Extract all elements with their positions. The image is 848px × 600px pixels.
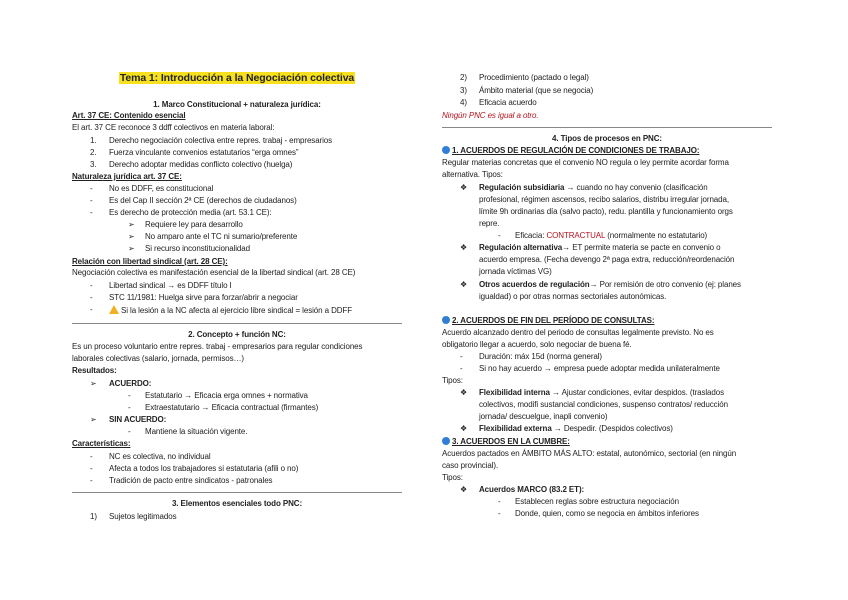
list-item-text: Derecho adoptar medidas conflicto colectivo (huelga) [109,160,293,169]
naturaleza-heading: Naturaleza jurídica art. 37 CE: [72,172,182,181]
otros-line: Otros acuerdos de regulación→ Por remisión de otro convenio (ej: planes [479,280,741,289]
divider [72,492,402,493]
list-item-text: Derecho negociación colectiva entre repres. trabaj - empresarios [109,136,333,145]
a1-intro-line-2: alternativa. Tipos: [442,170,503,179]
warning-icon [109,305,119,314]
diamond-bullet-icon: ❖ [460,424,468,433]
blue-circle-icon [442,437,450,445]
tipos-label: Tipos: [442,376,463,385]
art37-heading: Art. 37 CE: Contenido esencial [72,111,186,120]
page-title: Tema 1: Introducción a la Negociación colectiva [119,72,355,84]
flex-int-cont: jornada/ descuelgue, inapli convenio) [479,412,608,421]
list-item: 2. [90,148,97,157]
a1-heading-row [442,146,699,156]
otros-cont: igualdad) o por otras normas sectoriales autonómicas. [479,292,667,301]
list-item-text: Es derecho de protección media (art. 53.1 CE): [109,208,272,217]
eficacia-line: Eficacia: CONTRACTUAL (normalmente no estatutario) [515,231,708,240]
list-item-text: Libertad sindical → es DDFF título I [109,281,232,290]
dash-bullet: - [90,305,93,314]
sub-item-text: Donde, quien, como se negocia en ámbitos inferiores [515,509,699,518]
dash-bullet: - [460,364,463,373]
section-1-heading: 1. Marco Constitucional + naturaleza jurídica: [153,100,321,109]
flex-ext-line: Flexibilidad externa → Despedir. (Despidos colectivos) [479,424,673,433]
arrow-bullet-icon: ➢ [128,220,135,229]
flex-int-line: Flexibilidad interna → Ajustar condiciones, evitar despidos. (traslados [479,388,725,397]
sub-item-text: Estatutario → Eficacia erga omnes + normativa [145,391,308,400]
list-item-text: NC es colectiva, no individual [109,452,211,461]
dash-bullet: - [90,184,93,193]
a2-heading-row [442,316,654,326]
a3-intro-line-1: Acuerdos pactados en ÁMBITO MÁS ALTO: estatal, autonómico, sectorial (en ningún [442,449,737,458]
sin-acuerdo-label: SIN ACUERDO: [109,415,167,424]
a1-intro-line-1: Regular materias concretas que el convenio NO regula o ley permite acordar forma [442,158,729,167]
list-item: 1) [90,512,97,521]
list-item-text: Ámbito material (que se negocia) [479,86,594,95]
caracteristicas-heading: Características: [72,439,131,448]
list-item: 4) [460,98,467,107]
dash-bullet: - [90,196,93,205]
list-item-text: Procedimiento (pactado o legal) [479,73,589,82]
dash-bullet: - [90,281,93,290]
section-3-heading: 3. Elementos esenciales todo PNC: [171,499,303,508]
divider [72,323,402,324]
tipos2-label: Tipos: [442,473,463,482]
diamond-bullet-icon: ❖ [460,388,468,397]
reg-sub-cont: límite 9h ordinarias día (salvo pacto), redu. plantilla y funcionamiento orgs [479,207,733,216]
arrow-bullet-icon: ➢ [90,379,97,388]
relacion-intro: Negociación colectiva es manifestación esencial de la libertad sindical (art. 28 CE) [72,268,356,277]
list-item-text: STC 11/1981: Huelga sirve para forzar/abrir a negociar [109,293,298,302]
dash-bullet: - [498,497,501,506]
a2-intro-line-2: obligatorio llegar a acuerdo, solo negociar de buena fé. [442,340,632,349]
a3-heading-row [442,437,570,447]
list-item: 1. [90,136,97,145]
flex-int-cont: colectivos, modifi sustancial condiciones, suspenso contratos/ reducción [479,400,728,409]
s2-intro-line-1: Es un proceso voluntario entre repres. trabaj - empresarios para regular condiciones [72,342,363,351]
dash-bullet: - [90,293,93,302]
divider [442,127,772,128]
a3-intro-line-2: caso provincial). [442,461,499,470]
diamond-bullet-icon: ❖ [460,280,468,289]
a3-heading: 3. ACUERDOS EN LA CUMBRE: [452,437,570,446]
list-item: 2) [460,73,467,82]
list-item-text: Tradición de pacto entre sindicatos - patronales [109,476,273,485]
dash-bullet: - [498,509,501,518]
list-item-text: Es del Cap II sección 2ª CE (derechos de ciudadanos) [109,196,297,205]
list-item-text: Fuerza vinculante convenios estatutarios “erga omnes” [109,148,299,157]
dash-bullet: - [128,427,131,436]
dash-bullet: - [128,403,131,412]
section-2-heading: 2. Concepto + función NC: [188,330,286,339]
list-item-text: Afecta a todos los trabajadores si estatutaria (afili o no) [109,464,299,473]
acuerdo-label: ACUERDO: [109,379,152,388]
dash-bullet: - [90,452,93,461]
dash-bullet: - [90,208,93,217]
section-4-heading: 4. Tipos de procesos en PNC: [552,134,662,143]
dash-bullet: - [90,464,93,473]
sub-item-text: Requiere ley para desarrollo [145,220,243,229]
arrow-bullet-icon: ➢ [128,232,135,241]
art37-intro: El art. 37 CE reconoce 3 ddff colectivos en materia laboral: [72,123,275,132]
marco-label: Acuerdos MARCO (83.2 ET): [479,485,585,494]
blue-circle-icon [442,316,450,324]
arrow-bullet-icon: ➢ [128,244,135,253]
s2-intro-line-2: laborales colectivas (salario, jornada, permisos…) [72,354,244,363]
diamond-bullet-icon: ❖ [460,485,468,494]
dash-bullet: - [128,391,131,400]
diamond-bullet-icon: ❖ [460,243,468,252]
sub-item-text: Si recurso inconstitucionalidad [145,244,250,253]
reg-sub-cont: profesional, régimen ascensos, recibo salarios, distribu irregular jornada, [479,195,729,204]
reg-alt-cont: jornada víctimas VG) [479,267,552,276]
list-item-text: Sujetos legitimados [109,512,177,521]
a2-heading: 2. ACUERDOS DE FIN DEL PERÍODO DE CONSULTAS: [452,316,655,325]
sub-item-text: Mantiene la situación vigente. [145,427,248,436]
reg-sub-cont: repre. [479,219,500,228]
dash-bullet: - [90,476,93,485]
reg-alt-cont: acuerdo empresa. (Fecha devengo 2ª paga extra, reducción/reordenación [479,255,735,264]
list-item-warning: Si la lesión a la NC afecta al ejercicio libre sindical = lesión a DDFF [109,305,352,316]
sub-item-text: No amparo ante el TC ni sumario/preferente [145,232,298,241]
dash-bullet: - [460,352,463,361]
resultados-heading: Resultados: [72,366,117,375]
sub-item-text: Establecen reglas sobre estructura negociación [515,497,679,506]
red-note: Ningún PNC es igual a otro. [442,111,539,120]
arrow-bullet-icon: ➢ [90,415,97,424]
list-item-text: Eficacia acuerdo [479,98,537,107]
list-item-text: Si no hay acuerdo → empresa puede adoptar medida unilateralmente [479,364,720,373]
page-title-row [72,72,402,85]
list-item-text: No es DDFF, es constitucional [109,184,214,193]
list-item-text: Duración: máx 15d (norma general) [479,352,602,361]
diamond-bullet-icon: ❖ [460,183,468,192]
blue-circle-icon [442,146,450,154]
dash-bullet: - [498,231,501,240]
list-item: 3) [460,86,467,95]
reg-sub-line: Regulación subsidiaria → cuando no hay convenio (clasificación [479,183,708,192]
list-item: 3. [90,160,97,169]
reg-alt-line: Regulación alternativa→ ET permite materia se pacte en convenio o [479,243,721,252]
a1-heading: 1. ACUERDOS DE REGULACIÓN DE CONDICIONES DE TRABAJO: [452,146,700,155]
sub-item-text: Extraestatutario → Eficacia contractual (firmantes) [145,403,319,412]
a2-intro-line-1: Acuerdo alcanzado dentro del periodo de consultas legalmente previsto. No es [442,328,714,337]
relacion-heading: Relación con libertad sindical (art. 28 CE): [72,257,228,266]
